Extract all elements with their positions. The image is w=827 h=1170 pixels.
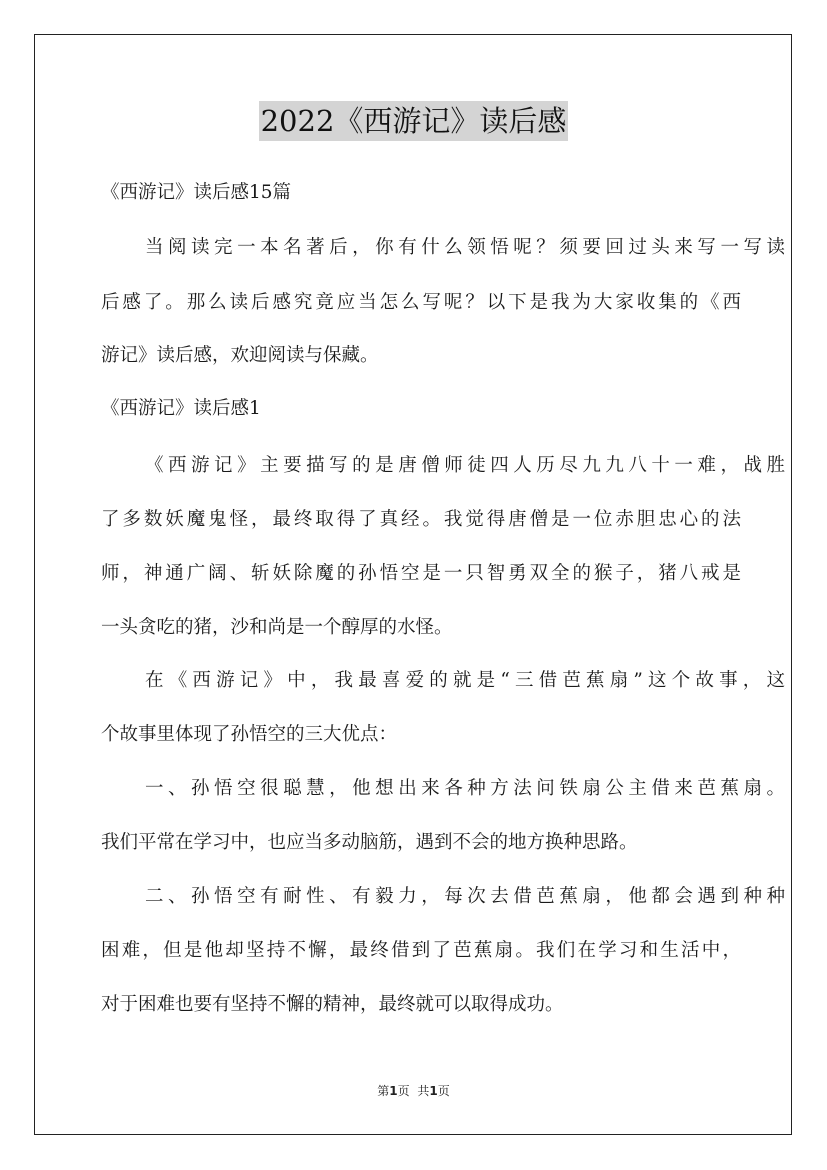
paragraph-line: 对于困难也要有坚持不懈的精神，最终就可以取得成功。 <box>101 994 564 1015</box>
paragraph-line: 一头贪吃的猪，沙和尚是一个醇厚的水怪。 <box>101 617 453 638</box>
paragraph-line: 二、孙悟空有耐性、有毅力，每次去借芭蕉扇，他都会遇到种种 <box>145 886 785 907</box>
page-prefix: 第 <box>377 1084 390 1098</box>
total-pages: 1 <box>429 1084 438 1098</box>
paragraph-line: 一、孙悟空很聪慧，他想出来各种方法问铁扇公主借来芭蕉扇。 <box>145 778 785 799</box>
paragraph-line: 困难，但是他却坚持不懈，最终借到了芭蕉扇。我们在学习和生活中， <box>101 940 741 961</box>
paragraph-line: 游记》读后感，欢迎阅读与保藏。 <box>101 345 379 366</box>
page-footer <box>0 1082 827 1099</box>
total-prefix: 共 <box>417 1084 430 1098</box>
title-container <box>0 101 827 141</box>
paragraph-line: 了多数妖魔鬼怪，最终取得了真经。我觉得唐僧是一位赤胆忠心的法 <box>101 509 741 530</box>
subtitle-line: 《西游记》读后感15篇 <box>101 182 292 203</box>
paragraph-line: 在《西游记》中，我最喜爱的就是“三借芭蕉扇”这个故事，这 <box>145 670 785 691</box>
paragraph-line: 师，神通广阔、斩妖除魔的孙悟空是一只智勇双全的猴子，猪八戒是 <box>101 563 741 584</box>
paragraph-line: 个故事里体现了孙悟空的三大优点： <box>101 724 398 745</box>
paragraph-line: 当阅读完一本名著后，你有什么领悟呢？须要回过头来写一写读 <box>145 237 785 258</box>
page-number: 1 <box>389 1084 398 1098</box>
total-suffix: 页 <box>437 1084 450 1098</box>
page-suffix: 页 <box>397 1084 410 1098</box>
paragraph-line: 后感了。那么读后感究竟应当怎么写呢？以下是我为大家收集的《西 <box>101 292 741 313</box>
document-title: 2022《西游记》读后感 <box>259 101 569 141</box>
section-heading: 《西游记》读后感1 <box>101 398 261 419</box>
paragraph-line: 《西游记》主要描写的是唐僧师徒四人历尽九九八十一难，战胜 <box>145 455 785 476</box>
paragraph-line: 我们平常在学习中，也应当多动脑筋，遇到不会的地方换种思路。 <box>101 832 638 853</box>
